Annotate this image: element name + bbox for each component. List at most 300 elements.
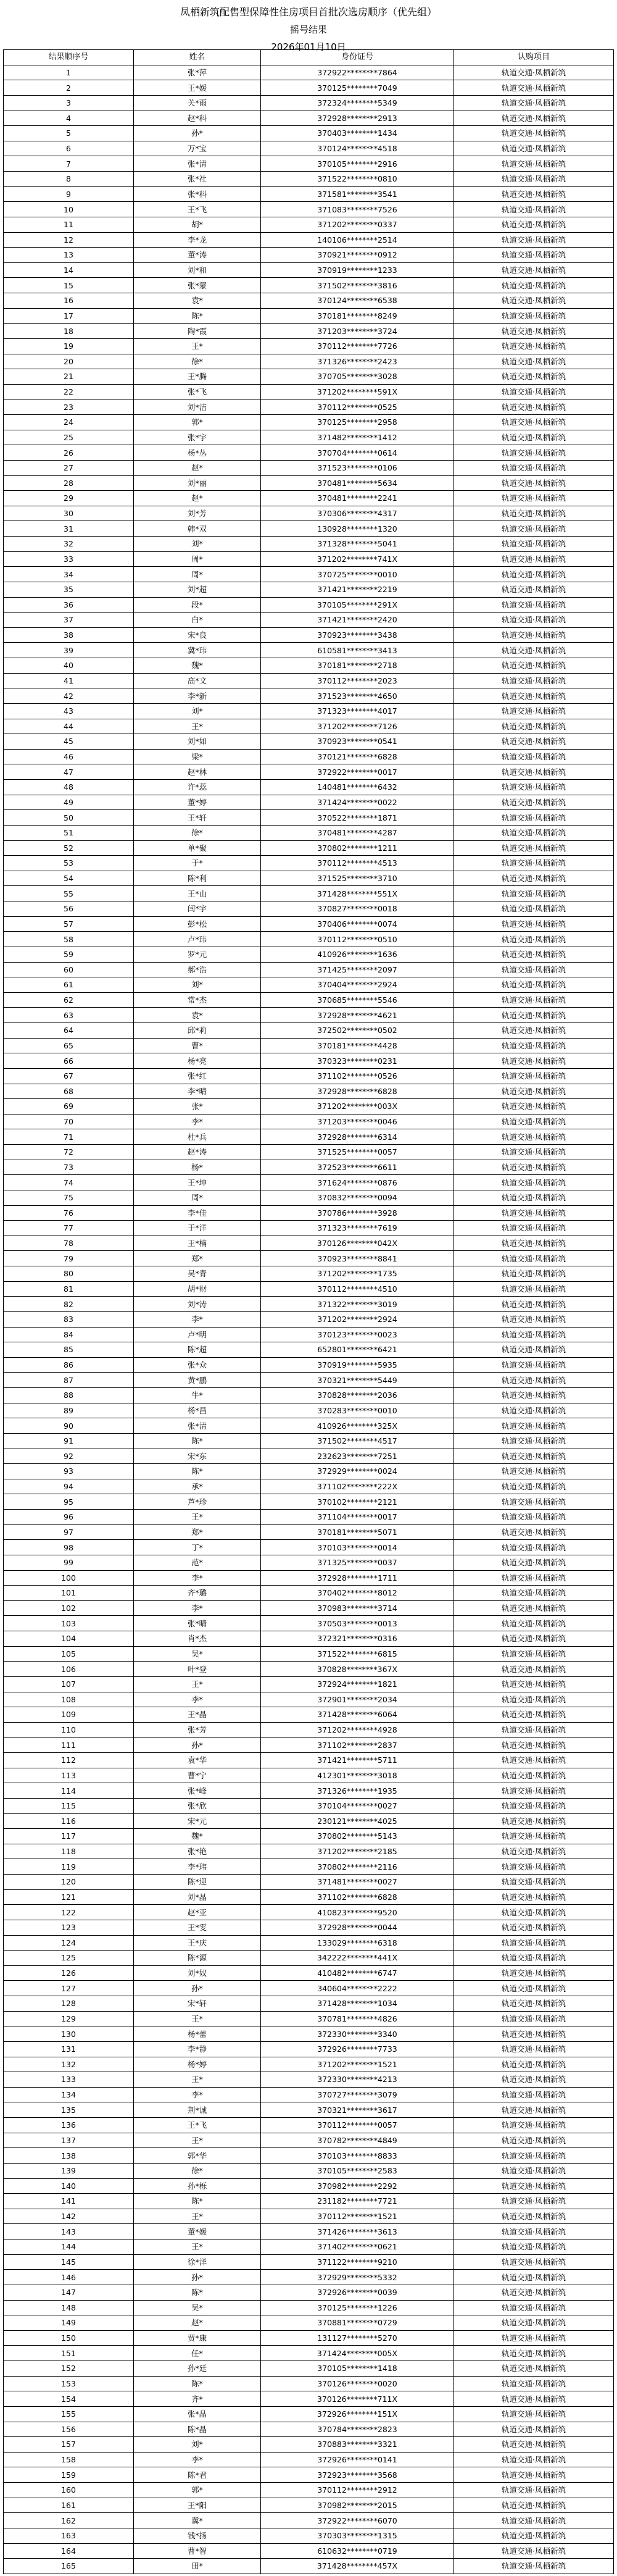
cell-id-number: 140481********6432 [261, 780, 454, 795]
cell-project: 轨道交通·凤栖新筑 [454, 2209, 614, 2224]
cell-project: 轨道交通·凤栖新筑 [454, 567, 614, 582]
cell-name: 王* [134, 338, 261, 354]
cell-name: 张*清 [134, 1418, 261, 1434]
cell-name: 袁* [134, 1008, 261, 1023]
cell-order: 126 [4, 1965, 134, 1981]
cell-project: 轨道交通·凤栖新筑 [454, 1510, 614, 1525]
cell-project: 轨道交通·凤栖新筑 [454, 202, 614, 217]
cell-name: 张*欣 [134, 1798, 261, 1813]
cell-id-number: 372928********4621 [261, 1008, 454, 1023]
cell-id-number: 370404********2924 [261, 977, 454, 993]
cell-id-number: 370103********0014 [261, 1540, 454, 1555]
cell-id-number: 370125********7049 [261, 80, 454, 96]
cell-name: 刘*奴 [134, 1965, 261, 1981]
cell-id-number: 372926********151X [261, 2406, 454, 2422]
cell-order: 48 [4, 780, 134, 795]
cell-project: 轨道交通·凤栖新筑 [454, 506, 614, 521]
table-row [4, 1205, 614, 1221]
table-row [4, 156, 614, 172]
cell-order: 161 [4, 2498, 134, 2513]
cell-project: 轨道交通·凤栖新筑 [454, 977, 614, 993]
cell-project: 轨道交通·凤栖新筑 [454, 1342, 614, 1358]
cell-order: 165 [4, 2559, 134, 2574]
cell-name: 张*众 [134, 1357, 261, 1373]
cell-order: 90 [4, 1418, 134, 1434]
cell-name: 孙* [134, 2270, 261, 2285]
cell-project: 轨道交通·凤栖新筑 [454, 2315, 614, 2331]
cell-name: 郑* [134, 1524, 261, 1540]
cell-project: 轨道交通·凤栖新筑 [454, 384, 614, 399]
cell-project: 轨道交通·凤栖新筑 [454, 2148, 614, 2164]
table-row [4, 1342, 614, 1358]
table-row [4, 2528, 614, 2543]
table-row [4, 764, 614, 780]
table-row [4, 172, 614, 187]
table-row [4, 1768, 614, 1783]
table-row [4, 308, 614, 324]
cell-name: 孙*廷 [134, 2361, 261, 2377]
cell-project: 轨道交通·凤栖新筑 [454, 2102, 614, 2118]
cell-order: 7 [4, 156, 134, 172]
cell-project: 轨道交通·凤栖新筑 [454, 415, 614, 430]
table-row [4, 947, 614, 962]
cell-name: 荆*诚 [134, 2102, 261, 2118]
column-header-id-number: 身份证号 [261, 50, 454, 65]
cell-id-number: 410482********6747 [261, 1965, 454, 1981]
cell-id-number: 370522********1871 [261, 810, 454, 826]
document-subtitle: 摇号结果 [289, 24, 327, 35]
cell-project: 轨道交通·凤栖新筑 [454, 1388, 614, 1403]
cell-order: 54 [4, 871, 134, 886]
cell-order: 136 [4, 2118, 134, 2133]
cell-id-number: 370181********8249 [261, 308, 454, 324]
cell-id-number: 370881********0729 [261, 2315, 454, 2331]
cell-name: 卢*明 [134, 1327, 261, 1342]
cell-id-number: 371202********0337 [261, 217, 454, 232]
cell-order: 103 [4, 1616, 134, 1631]
cell-name: 闫*宇 [134, 901, 261, 917]
table-row [4, 248, 614, 263]
cell-order: 144 [4, 2239, 134, 2255]
cell-name: 王* [134, 719, 261, 734]
cell-name: 王*飞 [134, 202, 261, 217]
table-row [4, 1555, 614, 1570]
table-row [4, 1616, 614, 1631]
table-row [4, 415, 614, 430]
cell-id-number: 372926********7733 [261, 2041, 454, 2057]
table-row [4, 1981, 614, 1996]
cell-name: 叶*登 [134, 1662, 261, 1677]
cell-project: 轨道交通·凤栖新筑 [454, 293, 614, 309]
cell-name: 张* [134, 1099, 261, 1114]
table-row [4, 932, 614, 947]
cell-name: 张*艳 [134, 1844, 261, 1859]
cell-order: 153 [4, 2376, 134, 2391]
cell-name: 吴* [134, 2300, 261, 2315]
cell-name: 张*飞 [134, 384, 261, 399]
cell-id-number: 372922********6070 [261, 2513, 454, 2528]
cell-project: 轨道交通·凤栖新筑 [454, 2254, 614, 2270]
cell-id-number: 371522********6815 [261, 1646, 454, 1662]
table-row [4, 399, 614, 415]
table-row [4, 1357, 614, 1373]
cell-name: 刘*涛 [134, 1297, 261, 1312]
table-row [4, 2406, 614, 2422]
table-row [4, 2057, 614, 2072]
cell-order: 102 [4, 1600, 134, 1616]
cell-project: 轨道交通·凤栖新筑 [454, 445, 614, 461]
cell-id-number: 370102********2121 [261, 1494, 454, 1510]
cell-order: 22 [4, 384, 134, 399]
cell-order: 62 [4, 992, 134, 1008]
cell-order: 72 [4, 1145, 134, 1160]
table-row [4, 126, 614, 141]
cell-name: 许*蕊 [134, 780, 261, 795]
cell-id-number: 372923********3568 [261, 2467, 454, 2483]
cell-id-number: 370983********3714 [261, 1600, 454, 1616]
table-row [4, 643, 614, 658]
cell-name: 杨*昌 [134, 1403, 261, 1418]
cell-project: 轨道交通·凤栖新筑 [454, 901, 614, 917]
table-row [4, 1783, 614, 1799]
cell-project: 轨道交通·凤栖新筑 [454, 369, 614, 385]
cell-name: 刘*和 [134, 262, 261, 278]
cell-order: 145 [4, 2254, 134, 2270]
cell-id-number: 370784********2823 [261, 2422, 454, 2437]
cell-order: 32 [4, 537, 134, 552]
cell-project: 轨道交通·凤栖新筑 [454, 1464, 614, 1479]
cell-id-number: 371102********2837 [261, 1738, 454, 1753]
table-row [4, 810, 614, 826]
table-row [4, 1510, 614, 1525]
cell-project: 轨道交通·凤栖新筑 [454, 399, 614, 415]
table-row [4, 2391, 614, 2407]
cell-order: 159 [4, 2467, 134, 2483]
cell-name: 宋*良 [134, 627, 261, 643]
cell-project: 轨道交通·凤栖新筑 [454, 1783, 614, 1799]
cell-order: 109 [4, 1707, 134, 1723]
table-row [4, 2513, 614, 2528]
cell-order: 80 [4, 1266, 134, 1282]
cell-project: 轨道交通·凤栖新筑 [454, 248, 614, 263]
table-row [4, 1600, 614, 1616]
cell-order: 157 [4, 2437, 134, 2453]
cell-order: 41 [4, 673, 134, 688]
cell-id-number: 370112********2912 [261, 2483, 454, 2498]
table-row [4, 977, 614, 993]
cell-name: 刘*洁 [134, 399, 261, 415]
cell-id-number: 371202********2924 [261, 1311, 454, 1327]
cell-name: 王*阳 [134, 2498, 261, 2513]
table-row [4, 2452, 614, 2467]
cell-order: 55 [4, 886, 134, 901]
cell-project: 轨道交通·凤栖新筑 [454, 2498, 614, 2513]
cell-name: 刘*芳 [134, 506, 261, 521]
cell-name: 宋*元 [134, 1813, 261, 1829]
column-header-project: 认购项目 [454, 50, 614, 65]
table-row [4, 1053, 614, 1069]
cell-order: 133 [4, 2072, 134, 2088]
table-row [4, 2270, 614, 2285]
cell-name: 陈*超 [134, 1342, 261, 1358]
cell-project: 轨道交通·凤栖新筑 [454, 1099, 614, 1114]
cell-name: 李* [134, 1114, 261, 1129]
cell-id-number: 370283********0010 [261, 1403, 454, 1418]
cell-project: 轨道交通·凤栖新筑 [454, 825, 614, 840]
cell-project: 轨道交通·凤栖新筑 [454, 1965, 614, 1981]
cell-project: 轨道交通·凤栖新筑 [454, 932, 614, 947]
table-row [4, 1433, 614, 1449]
cell-order: 154 [4, 2391, 134, 2407]
table-row [4, 1875, 614, 1890]
cell-id-number: 370126********0020 [261, 2376, 454, 2391]
cell-name: 宋*轩 [134, 1996, 261, 2012]
cell-id-number: 370802********2116 [261, 1859, 454, 1875]
table-row [4, 840, 614, 856]
table-row [4, 1631, 614, 1647]
table-row [4, 1266, 614, 1282]
cell-name: 李*晴 [134, 1084, 261, 1099]
cell-name: 王* [134, 2209, 261, 2224]
cell-project: 轨道交通·凤栖新筑 [454, 460, 614, 475]
table-row [4, 1920, 614, 1935]
cell-project: 轨道交通·凤栖新筑 [454, 2346, 614, 2361]
column-header-order: 结果顺序号 [4, 50, 134, 65]
cell-project: 轨道交通·凤栖新筑 [454, 1145, 614, 1160]
cell-name: 冀* [134, 2513, 261, 2528]
table-row [4, 2346, 614, 2361]
cell-id-number: 370481********5634 [261, 475, 454, 491]
cell-id-number: 372929********0024 [261, 1464, 454, 1479]
cell-name: 王* [134, 2011, 261, 2026]
table-row [4, 1145, 614, 1160]
cell-name: 段* [134, 597, 261, 613]
cell-project: 轨道交通·凤栖新筑 [454, 1951, 614, 1966]
cell-project: 轨道交通·凤栖新筑 [454, 324, 614, 339]
cell-name: 常*杰 [134, 992, 261, 1008]
table-row [4, 537, 614, 552]
cell-project: 轨道交通·凤栖新筑 [454, 1205, 614, 1221]
cell-name: 李*静 [134, 2041, 261, 2057]
cell-name: 于* [134, 856, 261, 871]
cell-project: 轨道交通·凤栖新筑 [454, 278, 614, 293]
cell-order: 6 [4, 141, 134, 156]
cell-id-number: 371502********3816 [261, 278, 454, 293]
cell-project: 轨道交通·凤栖新筑 [454, 521, 614, 537]
cell-project: 轨道交通·凤栖新筑 [454, 1281, 614, 1297]
table-row [4, 1038, 614, 1053]
table-row [4, 1281, 614, 1297]
cell-name: 曹* [134, 1038, 261, 1053]
cell-name: 陈*晶 [134, 2422, 261, 2437]
cell-name: 王* [134, 1676, 261, 1692]
cell-name: 李*龙 [134, 232, 261, 248]
cell-id-number: 410823********9520 [261, 1905, 454, 1920]
cell-project: 轨道交通·凤栖新筑 [454, 1449, 614, 1464]
cell-name: 万*宝 [134, 141, 261, 156]
cell-name: 赵*科 [134, 111, 261, 126]
cell-id-number: 370112********0057 [261, 2118, 454, 2133]
cell-project: 轨道交通·凤栖新筑 [454, 947, 614, 962]
cell-project: 轨道交通·凤栖新筑 [454, 491, 614, 506]
table-row [4, 871, 614, 886]
cell-name: 刘* [134, 977, 261, 993]
cell-id-number: 370704********0614 [261, 445, 454, 461]
cell-id-number: 371428********6064 [261, 1707, 454, 1723]
column-header-name: 姓名 [134, 50, 261, 65]
cell-id-number: 140106********2514 [261, 232, 454, 248]
table-row [4, 795, 614, 810]
cell-id-number: 372330********3340 [261, 2026, 454, 2042]
cell-order: 13 [4, 248, 134, 263]
table-row [4, 1905, 614, 1920]
cell-name: 任* [134, 2346, 261, 2361]
cell-project: 轨道交通·凤栖新筑 [454, 749, 614, 764]
cell-project: 轨道交通·凤栖新筑 [454, 126, 614, 141]
cell-project: 轨道交通·凤栖新筑 [454, 95, 614, 111]
table-row [4, 338, 614, 354]
cell-order: 93 [4, 1464, 134, 1479]
cell-order: 47 [4, 764, 134, 780]
document-title: 凤栖新筑配售型保障性住房项目首批次选房顺序（优先组） [180, 6, 437, 18]
cell-name: 王*晶 [134, 1707, 261, 1723]
cell-project: 轨道交通·凤栖新筑 [454, 2026, 614, 2042]
cell-name: 张*晶 [134, 2406, 261, 2422]
cell-name: 贾*康 [134, 2330, 261, 2346]
table-row [4, 2194, 614, 2209]
table-row [4, 2376, 614, 2391]
cell-name: 陶*霞 [134, 324, 261, 339]
table-row [4, 1524, 614, 1540]
table-row [4, 1099, 614, 1114]
cell-order: 71 [4, 1129, 134, 1145]
cell-project: 轨道交通·凤栖新筑 [454, 1813, 614, 1829]
table-row [4, 1373, 614, 1388]
cell-name: 袁* [134, 293, 261, 309]
cell-name: 刘* [134, 703, 261, 719]
cell-project: 轨道交通·凤栖新筑 [454, 1905, 614, 1920]
cell-id-number: 130928********1320 [261, 521, 454, 537]
cell-id-number: 371421********2219 [261, 582, 454, 597]
cell-project: 轨道交通·凤栖新筑 [454, 232, 614, 248]
cell-name: 胡*财 [134, 1281, 261, 1297]
table-row [4, 293, 614, 309]
table-row [4, 2011, 614, 2026]
cell-id-number: 370112********0510 [261, 932, 454, 947]
cell-project: 轨道交通·凤栖新筑 [454, 430, 614, 445]
table-row [4, 703, 614, 719]
cell-project: 轨道交通·凤栖新筑 [454, 1053, 614, 1069]
cell-order: 156 [4, 2422, 134, 2437]
cell-id-number: 652801********6421 [261, 1342, 454, 1358]
cell-order: 5 [4, 126, 134, 141]
cell-id-number: 372928********2913 [261, 111, 454, 126]
cell-name: 孙*栎 [134, 2178, 261, 2194]
cell-order: 155 [4, 2406, 134, 2422]
cell-name: 郭* [134, 2483, 261, 2498]
cell-order: 128 [4, 1996, 134, 2012]
cell-project: 轨道交通·凤栖新筑 [454, 1221, 614, 1236]
cell-id-number: 371202********741X [261, 551, 454, 567]
cell-id-number: 371325********0037 [261, 1555, 454, 1570]
table-row [4, 2254, 614, 2270]
cell-id-number: 370112********2023 [261, 673, 454, 688]
cell-project: 轨道交通·凤栖新筑 [454, 1722, 614, 1738]
cell-order: 19 [4, 338, 134, 354]
cell-order: 88 [4, 1388, 134, 1403]
cell-name: 张*科 [134, 186, 261, 202]
cell-id-number: 372324********5349 [261, 95, 454, 111]
table-row [4, 1023, 614, 1039]
cell-id-number: 371421********5711 [261, 1753, 454, 1768]
cell-name: 刘*超 [134, 582, 261, 597]
cell-order: 43 [4, 703, 134, 719]
document-header [0, 0, 617, 57]
cell-id-number: 371326********1935 [261, 1783, 454, 1799]
cell-id-number: 371426********3613 [261, 2224, 454, 2239]
table-row [4, 232, 614, 248]
cell-name: 陈* [134, 308, 261, 324]
cell-order: 31 [4, 521, 134, 537]
document-date: 2026年01月10日 [271, 41, 346, 52]
cell-project: 轨道交通·凤栖新筑 [454, 719, 614, 734]
cell-project: 轨道交通·凤栖新筑 [454, 597, 614, 613]
cell-project: 轨道交通·凤栖新筑 [454, 1935, 614, 1951]
table-row [4, 2087, 614, 2102]
cell-order: 91 [4, 1433, 134, 1449]
cell-order: 151 [4, 2346, 134, 2361]
cell-project: 轨道交通·凤栖新筑 [454, 1676, 614, 1692]
cell-id-number: 371523********4650 [261, 688, 454, 704]
cell-order: 106 [4, 1662, 134, 1677]
table-row [4, 1996, 614, 2012]
cell-order: 67 [4, 1068, 134, 1084]
cell-id-number: 230121********4025 [261, 1813, 454, 1829]
cell-project: 轨道交通·凤栖新筑 [454, 780, 614, 795]
cell-project: 轨道交通·凤栖新筑 [454, 1114, 614, 1129]
table-row [4, 901, 614, 917]
cell-project: 轨道交通·凤栖新筑 [454, 703, 614, 719]
table-row [4, 506, 614, 521]
cell-order: 131 [4, 2041, 134, 2057]
cell-name: 李* [134, 2452, 261, 2467]
cell-project: 轨道交通·凤栖新筑 [454, 1251, 614, 1266]
cell-project: 轨道交通·凤栖新筑 [454, 2072, 614, 2088]
cell-id-number: 370321********5449 [261, 1373, 454, 1388]
cell-id-number: 231182********7721 [261, 2194, 454, 2209]
lottery-results-table [3, 49, 614, 2574]
cell-order: 17 [4, 308, 134, 324]
cell-project: 轨道交通·凤栖新筑 [454, 2087, 614, 2102]
cell-project: 轨道交通·凤栖新筑 [454, 1586, 614, 1601]
table-row [4, 354, 614, 369]
cell-id-number: 370105********2583 [261, 2163, 454, 2178]
cell-order: 40 [4, 658, 134, 674]
cell-order: 76 [4, 1205, 134, 1221]
cell-id-number: 133029********6318 [261, 1935, 454, 1951]
cell-name: 彭*松 [134, 916, 261, 932]
cell-project: 轨道交通·凤栖新筑 [454, 1084, 614, 1099]
table-row [4, 2422, 614, 2437]
cell-order: 89 [4, 1403, 134, 1418]
cell-project: 轨道交通·凤栖新筑 [454, 80, 614, 96]
cell-name: 范* [134, 1555, 261, 1570]
cell-name: 杜*兵 [134, 1129, 261, 1145]
cell-project: 轨道交通·凤栖新筑 [454, 1494, 614, 1510]
cell-name: 李*新 [134, 688, 261, 704]
cell-order: 138 [4, 2148, 134, 2164]
cell-order: 142 [4, 2209, 134, 2224]
